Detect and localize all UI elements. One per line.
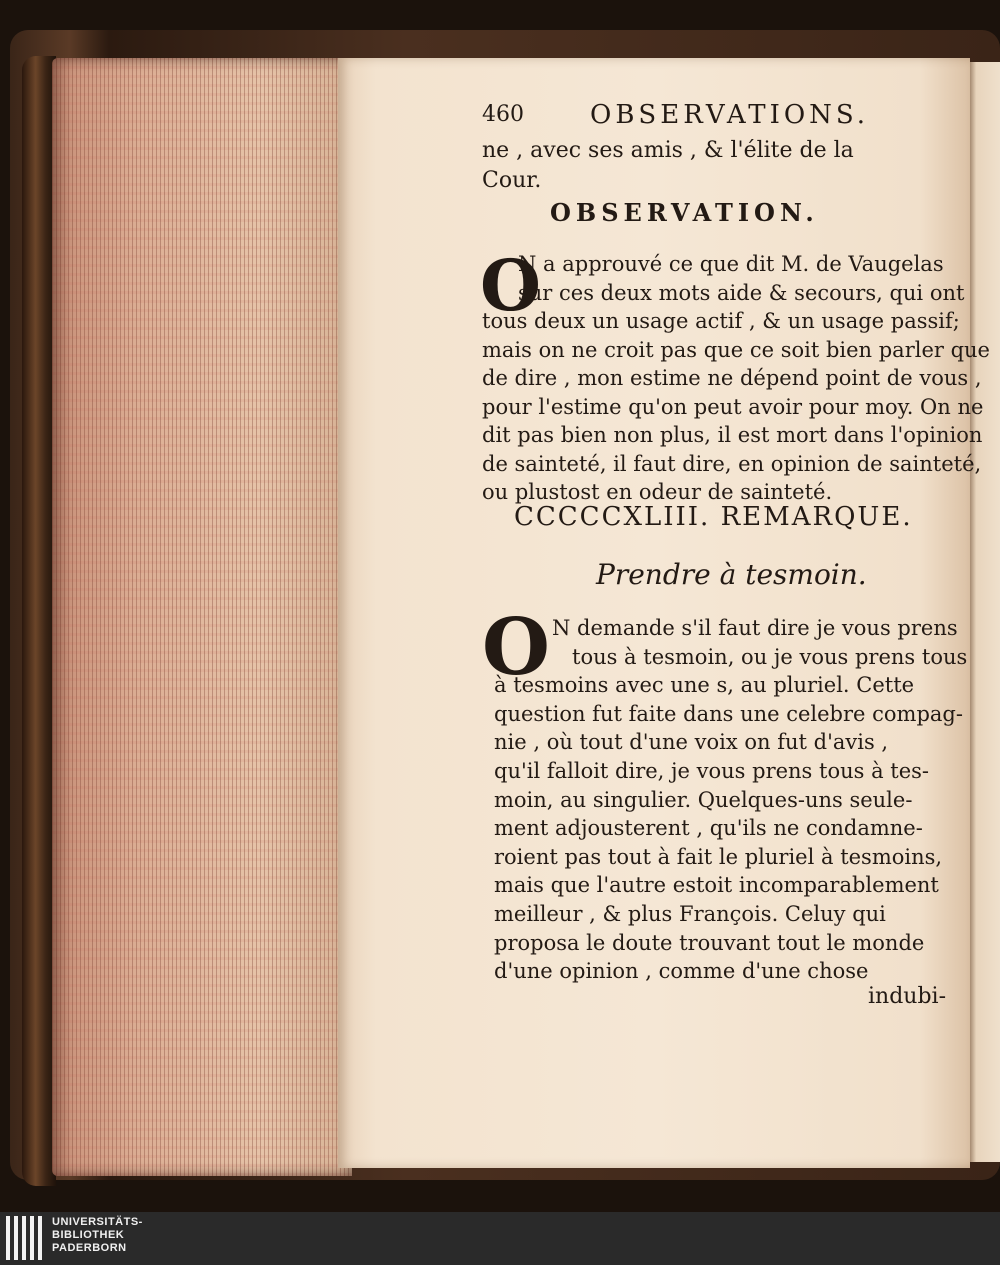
page-number: 460	[482, 102, 524, 127]
continuation-line-1: ne , avec ses amis , & l'élite de la	[482, 138, 854, 163]
remarque-body-line: moin, au singulier. Quelques-uns seule-	[494, 787, 913, 812]
remarque-body-line: proposa le doute trouvant tout le monde	[494, 930, 925, 955]
observation-body-line: pour l'estime qu'on peut avoir pour moy. On ne	[482, 394, 984, 419]
page-fore-edge	[52, 58, 352, 1176]
observation-body-line: ou plustost en odeur de sainteté.	[482, 480, 833, 504]
remarque-body-line: tous à tesmoin, ou je vous prens tous	[572, 644, 968, 669]
running-title: OBSERVATIONS.	[590, 100, 870, 130]
library-name-line-1: UNIVERSITÄTS-	[52, 1216, 143, 1228]
library-logo-icon	[6, 1216, 46, 1260]
remarque-body-line: nie , où tout d'une voix on fut d'avis ,	[494, 730, 889, 755]
remarque-body-line: à tesmoins avec une s, au pluriel. Cette	[494, 673, 915, 698]
library-name	[52, 1216, 143, 1255]
remarque-body-line: d'une opinion , comme d'une chose	[494, 959, 869, 984]
continuation-line-2: Cour.	[482, 168, 542, 193]
observation-body-line: dit pas bien non plus, il est mort dans l'opinion	[482, 423, 983, 447]
remarque-body-line: ment adjousterent , qu'ils ne condamne-	[494, 816, 923, 841]
observation-body-line: tous deux un usage actif , & un usage passif;	[482, 309, 960, 333]
remarque-body-line: question fut faite dans une celebre compag-	[494, 701, 963, 726]
observation-body-line: de dire , mon estime ne dépend point de vous ,	[482, 366, 982, 390]
remarque-dropcap: O	[482, 602, 550, 693]
footer-strip	[0, 1212, 1000, 1265]
observation-body-line: mais on ne croit pas que ce soit bien parler que	[482, 337, 990, 362]
observation-body-line: sur ces deux mots aide & secours, qui ont	[518, 280, 965, 305]
observation-dropcap: O	[480, 244, 541, 327]
remarque-body-line: qu'il falloit dire, je vous prens tous à tes-	[494, 759, 930, 783]
facing-page-edge	[966, 62, 1000, 1162]
remarque-subtitle: Prendre à tesmoin.	[596, 558, 867, 591]
remarque-body-line: roient pas tout à fait le pluriel à tesmoins,	[494, 844, 943, 869]
book-spine	[22, 56, 56, 1186]
remarque-body-line: N demande s'il faut dire je vous prens	[552, 616, 958, 640]
observation-body-line: N a approuvé ce que dit M. de Vaugelas	[518, 252, 944, 276]
observation-body-line: de sainteté, il faut dire, en opinion de sainteté,	[482, 451, 982, 476]
catchword: indubi-	[868, 984, 947, 1009]
book-page	[338, 58, 990, 1168]
observation-heading: OBSERVATION.	[550, 198, 819, 227]
library-name-line-3: PADERBORN	[52, 1242, 127, 1254]
remarque-body-line: meilleur , & plus François. Celuy qui	[494, 902, 886, 926]
library-name-line-2: BIBLIOTHEK	[52, 1229, 125, 1241]
remarque-heading: CCCCCXLIII. REMARQUE.	[514, 502, 913, 532]
remarque-body-line: mais que l'autre estoit incomparablement	[494, 873, 939, 898]
